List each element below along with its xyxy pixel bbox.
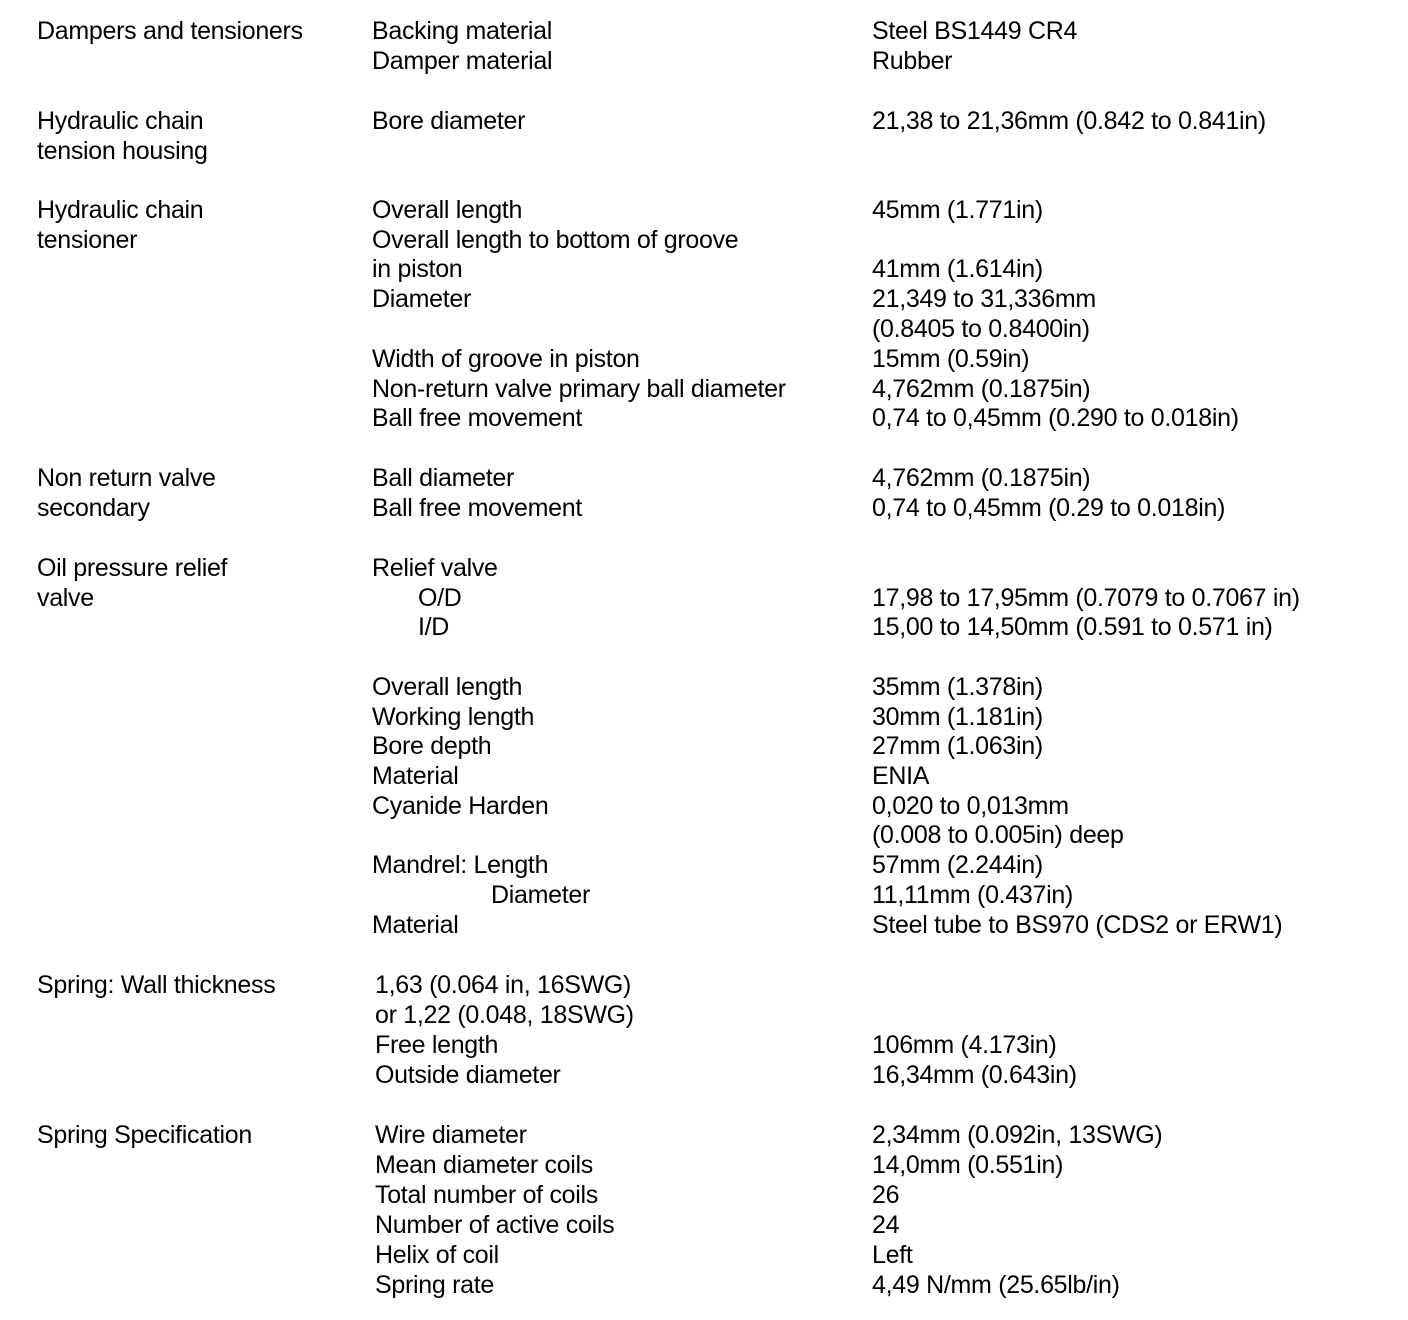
spec-value: 35mm (1.378in) [872,673,1043,701]
spec-label: Backing material [372,17,553,45]
spec-label: Non-return valve primary ball diameter [372,375,786,403]
spec-value: Rubber [872,47,953,75]
spec-value: 45mm (1.771in) [872,196,1043,224]
spec-value: 15,00 to 14,50mm (0.591 to 0.571 in) [872,613,1273,641]
spec-label: Wire diameter [375,1121,527,1149]
spec-value: 11,11mm (0.437in) [872,881,1074,909]
spec-label: or 1,22 (0.048, 18SWG) [375,1001,634,1029]
section-label: secondary [37,494,150,522]
spec-value: 2,34mm (0.092in, 13SWG) [872,1121,1163,1149]
spec-value: 106mm (4.173in) [872,1031,1057,1059]
spec-label: Outside diameter [375,1061,561,1089]
spec-label: Bore diameter [372,107,526,135]
section-label: Oil pressure relief [37,554,228,582]
section-label: Hydraulic chain [37,196,204,224]
spec-value: (0.008 to 0.005in) deep [872,821,1124,849]
spec-label: Bore depth [372,732,492,760]
spec-sublabel: Diameter [491,881,591,909]
section-label: Spring: Wall thickness [37,971,276,999]
spec-value: (0.8405 to 0.8400in) [872,315,1090,343]
spec-label: Ball free movement [372,404,582,432]
spec-value: 21,349 to 31,336mm [872,285,1096,313]
spec-label: Cyanide Harden [372,792,549,820]
spec-label: Total number of coils [375,1181,598,1209]
section-label: Spring Specification [37,1121,252,1149]
spec-value: 27mm (1.063in) [872,732,1043,760]
section-label: tensioner [37,226,138,254]
section-label: Dampers and tensioners [37,17,303,45]
spec-label: Width of groove in piston [372,345,640,373]
spec-label: Helix of coil [375,1241,499,1269]
spec-value: Steel BS1449 CR4 [872,17,1078,45]
spec-value: 0,74 to 0,45mm (0.29 to 0.018in) [872,494,1226,522]
spec-label: Free length [375,1031,499,1059]
spec-label: Ball diameter [372,464,514,492]
spec-label: Spring rate [375,1271,494,1299]
spec-label: Overall length to bottom of groove [372,226,739,254]
spec-value: 0,020 to 0,013mm [872,792,1069,820]
spec-value: 15mm (0.59in) [872,345,1030,373]
section-label: valve [37,584,94,612]
spec-value: 4,762mm (0.1875in) [872,464,1091,492]
spec-value: 4,49 N/mm (25.65lb/in) [872,1271,1120,1299]
spec-label: Overall length [372,196,523,224]
spec-value: 26 [872,1181,900,1209]
spec-value: Left [872,1241,913,1269]
section-label: Hydraulic chain [37,107,204,135]
spec-value: 24 [872,1211,900,1239]
spec-value: 4,762mm (0.1875in) [872,375,1091,403]
spec-label: Ball free movement [372,494,582,522]
spec-sublabel: O/D [418,584,462,612]
spec-value: 17,98 to 17,95mm (0.7079 to 0.7067 in) [872,584,1300,612]
spec-label: Mean diameter coils [375,1151,594,1179]
spec-label: Material [372,911,459,939]
spec-label: 1,63 (0.064 in, 16SWG) [375,971,632,999]
spec-label: Material [372,762,459,790]
spec-label: Relief valve [372,554,498,582]
spec-label: Mandrel: Length [372,851,549,879]
spec-label: in piston [372,255,463,283]
spec-value: Steel tube to BS970 (CDS2 or ERW1) [872,911,1283,939]
section-label: tension housing [37,137,208,165]
spec-value: 14,0mm (0.551in) [872,1151,1064,1179]
spec-value: 16,34mm (0.643in) [872,1061,1077,1089]
spec-value: 41mm (1.614in) [872,255,1043,283]
spec-value: 57mm (2.244in) [872,851,1043,879]
spec-label: Overall length [372,673,523,701]
section-label: Non return valve [37,464,216,492]
spec-value: 21,38 to 21,36mm (0.842 to 0.841in) [872,107,1266,135]
spec-label: Working length [372,703,535,731]
spec-label: Number of active coils [375,1211,615,1239]
spec-value: ENIA [872,762,930,790]
spec-value: 0,74 to 0,45mm (0.290 to 0.018in) [872,404,1239,432]
spec-label: Damper material [372,47,553,75]
spec-sublabel: I/D [418,613,450,641]
spec-value: 30mm (1.181in) [872,703,1043,731]
spec-label: Diameter [372,285,472,313]
